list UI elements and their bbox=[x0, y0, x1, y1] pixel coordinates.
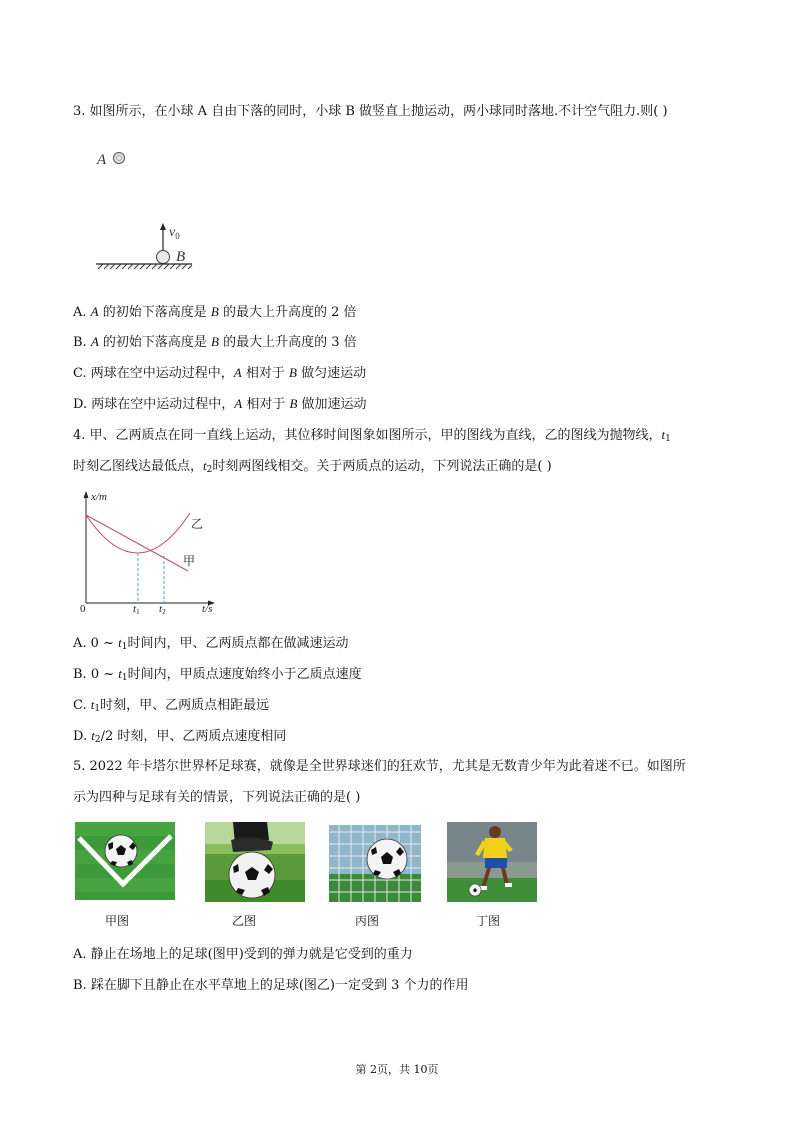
q3-figure-label-v: $v_0$ bbox=[169, 225, 180, 241]
photo-jia-corner-ball bbox=[75, 822, 175, 900]
label-yi: 乙 bbox=[191, 517, 204, 531]
q4-option-d: D. $t_2/2$ 时刻，甲、乙两质点速度相同 bbox=[73, 728, 287, 745]
q3-figure-label-a: A bbox=[97, 152, 107, 168]
t2-label: t2 bbox=[159, 603, 166, 614]
q4-option-b: B. 0 ~ $t_1$时间内，甲质点速度始终小于乙质点速度 bbox=[73, 666, 362, 683]
q4-xt-graph bbox=[74, 488, 224, 614]
q3-stem: 3. 如图所示，在小球 A 自由下落的同时，小球 B 做竖直上抛运动，两小球同时落地.不计空气阻力.则( ) bbox=[73, 104, 668, 119]
velocity-arrowhead bbox=[160, 223, 166, 230]
label-jia: 甲 bbox=[183, 554, 196, 568]
photo-ding-player-dribbling bbox=[447, 822, 537, 902]
ball-a bbox=[114, 153, 125, 164]
caption-bing: 丙图 bbox=[355, 914, 380, 928]
line-jia bbox=[86, 515, 188, 571]
y-axis-label: x/m bbox=[91, 491, 107, 503]
t1-label: t1 bbox=[133, 603, 140, 614]
q3-option-d: D. 两球在空中运动过程中，A 相对于 B 做加速运动 bbox=[73, 396, 367, 412]
q4-stem-line1: 4. 甲、乙两质点在同一直线上运动，其位移时间图象如图所示，甲的图线为直线，乙的图线为抛物线，$t_1$ bbox=[73, 427, 671, 444]
ball-b bbox=[157, 251, 170, 264]
caption-ding: 丁图 bbox=[476, 914, 501, 928]
q4-stem-line2: 时刻乙图线达最低点，$t_2$时刻两图线相交。关于两质点的运动，下列说法正确的是( ) bbox=[73, 458, 552, 475]
q4-option-c: C. $t_1$时刻，甲、乙两质点相距最远 bbox=[73, 697, 270, 714]
q3-figure bbox=[88, 146, 198, 272]
q5-stem-line1: 5. 2022 年卡塔尔世界杯足球赛，就像是全世界球迷们的狂欢节，尤其是无数青少年为此着迷不已。如图所 bbox=[73, 759, 686, 774]
page-footer: 第 2页，共 10页 bbox=[355, 1063, 439, 1076]
photo-bing-ball-in-net bbox=[329, 822, 421, 902]
y-axis-arrow bbox=[84, 491, 89, 498]
q3-figure-label-b: B bbox=[176, 249, 186, 265]
caption-jia: 甲图 bbox=[105, 914, 130, 928]
caption-yi: 乙图 bbox=[232, 914, 257, 928]
q3-option-a: A. A 的初始下落高度是 B 的最大上升高度的 2 倍 bbox=[73, 304, 357, 320]
q3-option-b: B. A 的初始下落高度是 B 的最大上升高度的 3 倍 bbox=[73, 334, 357, 350]
curve-yi bbox=[86, 513, 190, 553]
q5-stem-line2: 示为四种与足球有关的情景，下列说法正确的是( ) bbox=[73, 790, 361, 805]
origin-label: 0 bbox=[80, 603, 86, 614]
x-axis-label: t/s bbox=[202, 603, 213, 614]
photo-yi-foot-on-ball bbox=[205, 822, 305, 902]
q5-option-b: B. 踩在脚下且静止在水平草地上的足球(图乙)一定受到 3 个力的作用 bbox=[73, 978, 469, 993]
q3-option-c: C. 两球在空中运动过程中，A 相对于 B 做匀速运动 bbox=[73, 365, 367, 381]
q4-option-a: A. 0 ~ $t_1$时间内，甲、乙两质点都在做减速运动 bbox=[73, 635, 349, 652]
q5-option-a: A. 静止在场地上的足球(图甲)受到的弹力就是它受到的重力 bbox=[73, 947, 413, 962]
